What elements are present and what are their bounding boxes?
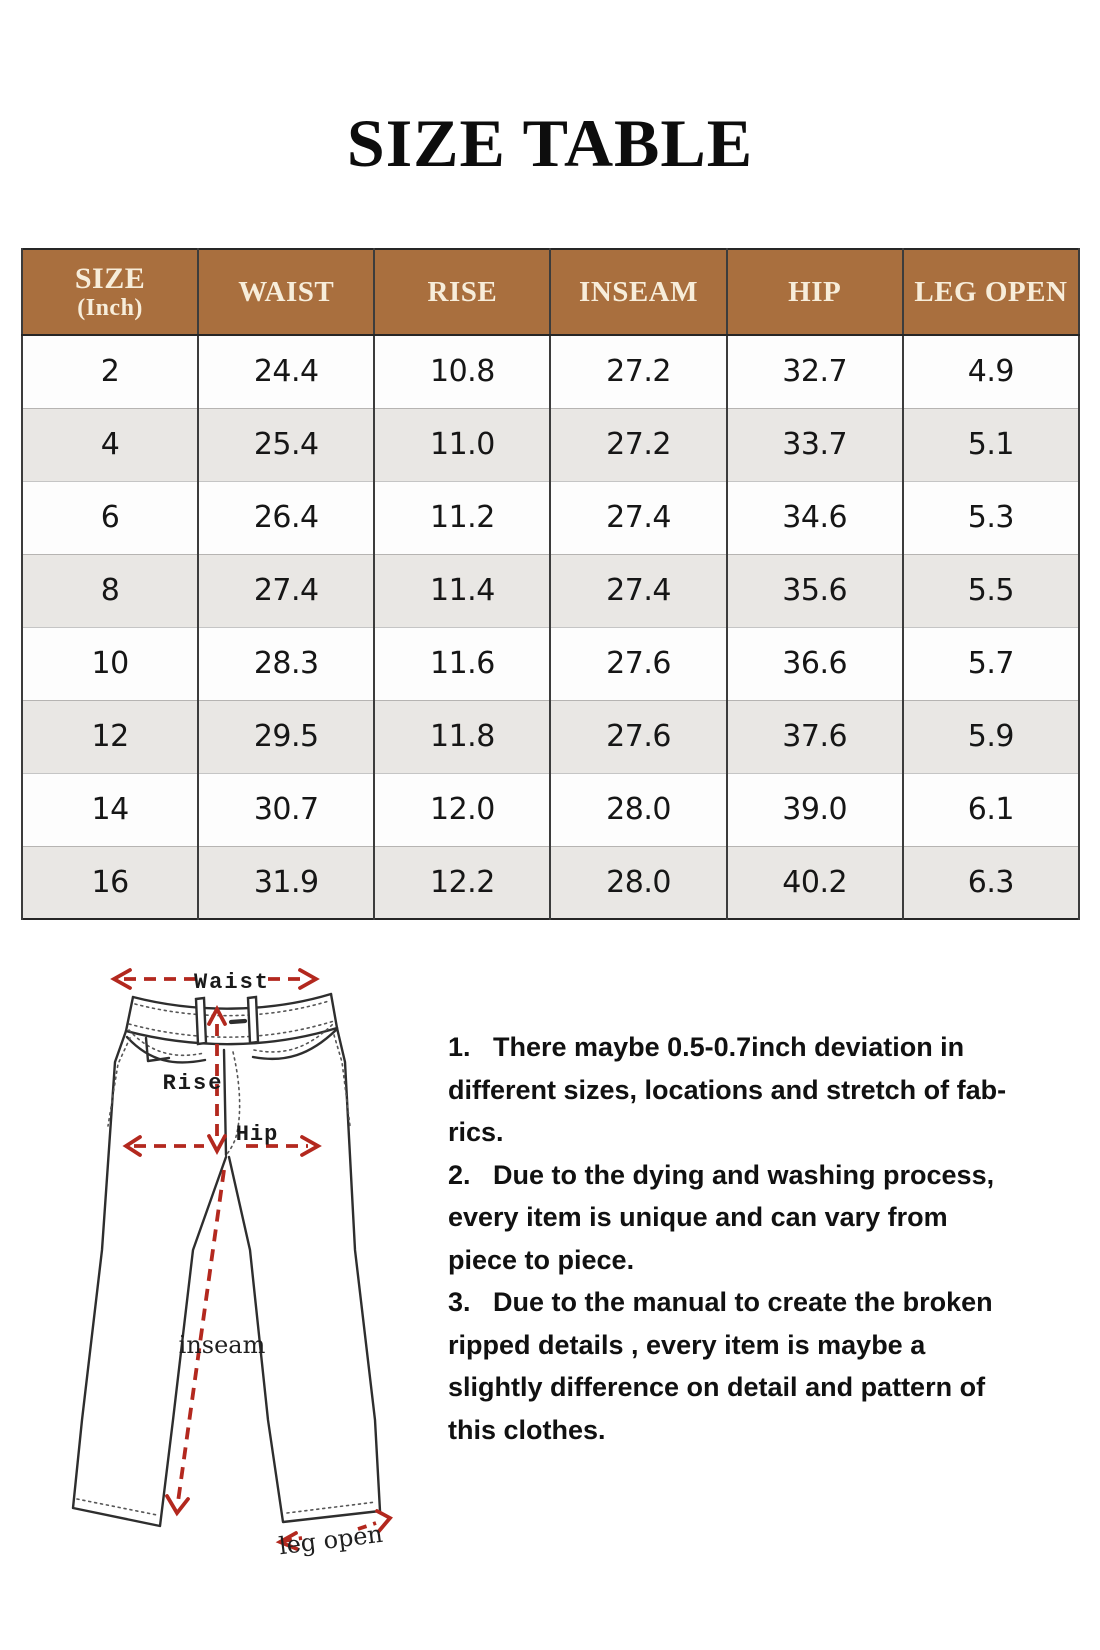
table-header-row: [22, 249, 1079, 335]
table-cell: 27.6: [550, 700, 726, 773]
table-cell: 27.2: [550, 335, 726, 408]
table-cell: 25.4: [198, 408, 374, 481]
table-cell: 40.2: [727, 846, 903, 919]
table-cell: 6.1: [903, 773, 1079, 846]
header-cell: INSEAM: [550, 249, 726, 335]
header-cell: LEG OPEN: [903, 249, 1079, 335]
table-cell: 36.6: [727, 627, 903, 700]
table-cell: 4: [22, 408, 198, 481]
size-table-body: [22, 335, 1079, 919]
table-cell: 35.6: [727, 554, 903, 627]
table-cell: 11.2: [374, 481, 550, 554]
table-row: [22, 408, 1079, 481]
note-line: 1. There maybe 0.5-0.7inch deviation in: [448, 1032, 965, 1062]
table-cell: 4.9: [903, 335, 1079, 408]
leg-open-label: leg open: [277, 1519, 385, 1561]
note-line: ripped details , every item is maybe a: [448, 1329, 926, 1360]
note-line: this clothes.: [448, 1414, 606, 1445]
header-cell: RISE: [374, 249, 550, 335]
note-line: 3. Due to the manual to create the broken: [448, 1287, 993, 1317]
table-cell: 24.4: [198, 335, 374, 408]
header-cell-size: [22, 249, 198, 335]
inseam-label: inseam: [178, 1331, 266, 1359]
table-cell: 27.4: [198, 554, 374, 627]
pants-diagram: [10, 900, 450, 1580]
table-row: [22, 335, 1079, 408]
table-cell: 14: [22, 773, 198, 846]
note-line: every item is unique and can vary from: [448, 1202, 948, 1232]
table-cell: 34.6: [727, 481, 903, 554]
note-line: rics.: [448, 1117, 504, 1147]
table-cell: 10.8: [374, 335, 550, 408]
header-size-unit: (Inch): [77, 295, 143, 321]
table-cell: 30.7: [198, 773, 374, 846]
table-cell: 26.4: [198, 481, 374, 554]
table-cell: 11.4: [374, 554, 550, 627]
note-line: 2. Due to the dying and washing process,: [448, 1159, 995, 1190]
table-cell: 8: [22, 554, 198, 627]
size-table-head: [22, 249, 1079, 335]
table-cell: 12.2: [374, 846, 550, 919]
page-title: SIZE TABLE: [346, 105, 754, 181]
table-cell: 37.6: [727, 700, 903, 773]
table-cell: 2: [22, 335, 198, 408]
table-cell: 28.0: [550, 773, 726, 846]
rise-label: Rise: [162, 1071, 224, 1096]
table-cell: 6.3: [903, 846, 1079, 919]
table-cell: 27.4: [550, 481, 726, 554]
table-cell: 31.9: [198, 846, 374, 919]
table-cell: 27.6: [550, 627, 726, 700]
table-cell: 16: [22, 846, 198, 919]
table-row: [22, 773, 1079, 846]
note-line: different sizes, locations and stretch of fab-: [448, 1074, 1007, 1105]
size-table: [21, 248, 1080, 920]
table-cell: 6: [22, 481, 198, 554]
waist-label: Waist: [193, 970, 271, 995]
table-cell: 32.7: [727, 335, 903, 408]
table-cell: 12: [22, 700, 198, 773]
table-cell: 10: [22, 627, 198, 700]
pants-outline: [73, 994, 380, 1526]
table-cell: 5.1: [903, 408, 1079, 481]
table-cell: 28.0: [550, 846, 726, 919]
table-cell: 11.0: [374, 408, 550, 481]
table-row: [22, 627, 1079, 700]
table-row: [22, 481, 1079, 554]
table-row: [22, 554, 1079, 627]
table-cell: 27.2: [550, 408, 726, 481]
table-cell: 5.7: [903, 627, 1079, 700]
table-cell: 29.5: [198, 700, 374, 773]
header-cell: WAIST: [198, 249, 374, 335]
table-cell: 11.8: [374, 700, 550, 773]
hip-label: Hip: [235, 1122, 279, 1147]
table-cell: 12.0: [374, 773, 550, 846]
table-cell: 33.7: [727, 408, 903, 481]
table-cell: 5.5: [903, 554, 1079, 627]
notes: [448, 1026, 1048, 1451]
table-cell: 39.0: [727, 773, 903, 846]
table-cell: 5.9: [903, 700, 1079, 773]
note-line: piece to piece.: [448, 1244, 635, 1275]
table-cell: 11.6: [374, 627, 550, 700]
table-cell: 27.4: [550, 554, 726, 627]
table-cell: 5.3: [903, 481, 1079, 554]
table-cell: 28.3: [198, 627, 374, 700]
table-row: [22, 700, 1079, 773]
header-size-label: SIZE: [74, 262, 146, 295]
header-cell: HIP: [727, 249, 903, 335]
note-line: slightly difference on detail and pattern of: [448, 1372, 986, 1402]
